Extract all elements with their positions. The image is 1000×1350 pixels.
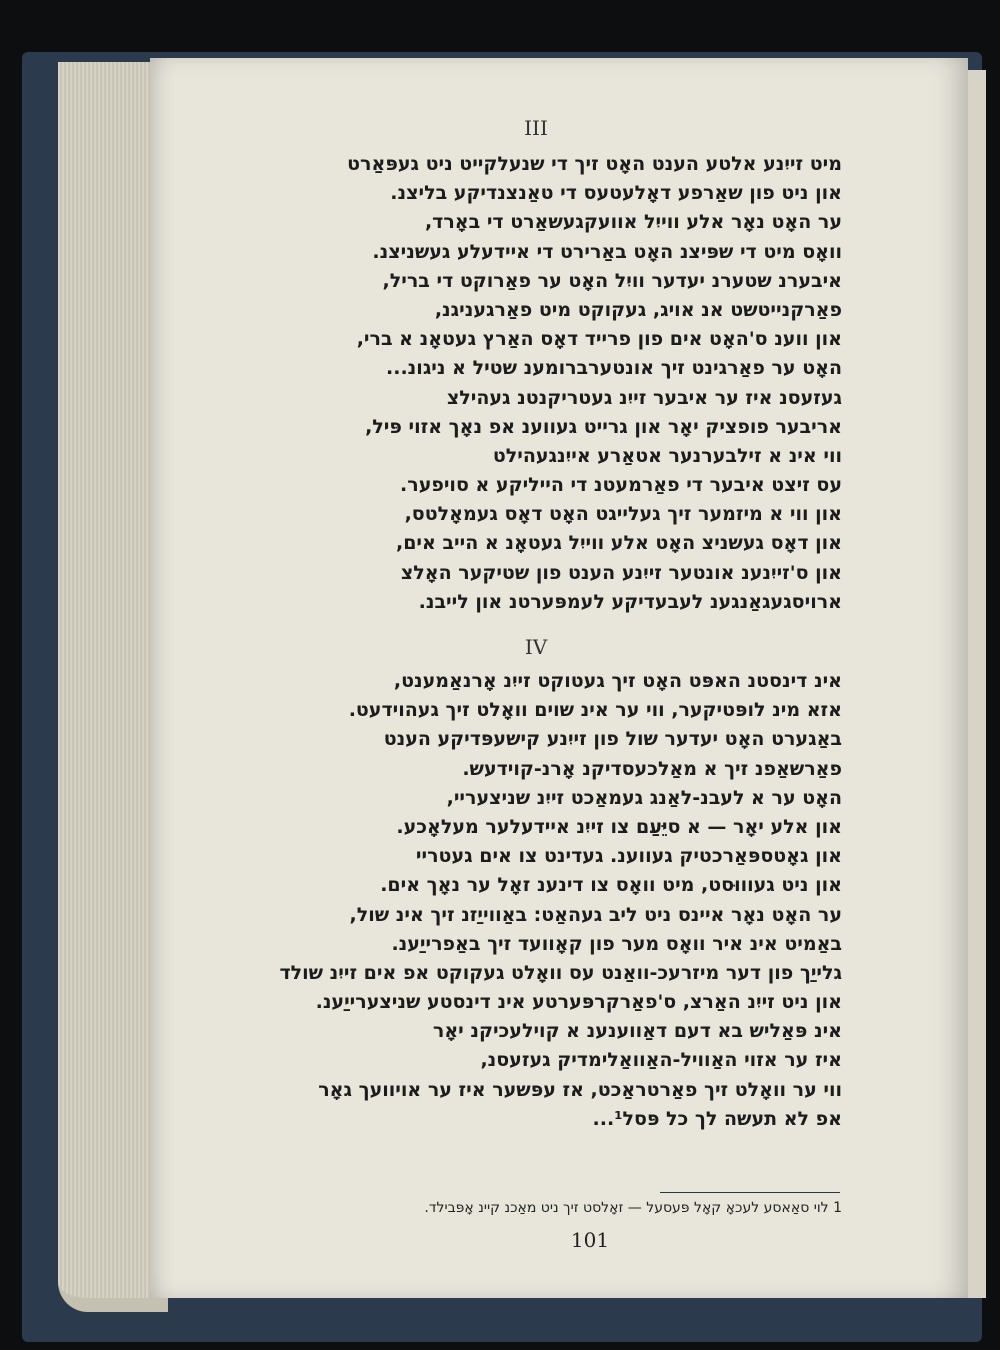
section-iv-line: באַגערט האָט יעדער שול פון זייִנע קישעפּדיקע הענט — [383, 728, 842, 751]
section-iv-line: און ניט געוווּסט, מיט וואָס צו דינענ זאָל ער נאָך אים. — [380, 874, 842, 897]
section-iv-line: אינ דינסטנ האפּט האָט זיך געטוקט זייִנ אָרנאַמענט, — [393, 670, 842, 692]
section-iii-line: איבערנ שטערנ יעדער וויִל האָט ער פאַרוקט די בריל, — [382, 269, 842, 292]
footnote: 1 לוי סאַאסע לעכאָ קאָל פּעסעל — זאָלסט זיך ניט מאַכנ קיינ אָפּבילד. — [424, 1200, 842, 1216]
section-iii-line: עס זיצט איבער די פאַרמעטנ די הייליקע א סויפער. — [400, 474, 842, 497]
section-iv-line: האָט ער א לעבנ-לאַנג געמאַכט זייִנ שניצעריי, — [446, 786, 842, 809]
section-iii-line: און ס'זייִנענ אונטער זייִנע הענט פון שטיקער האָלצ — [400, 561, 842, 584]
section-iii-line: ווי אינ א זילבערנער אטאַרע אייִנגעהילט — [492, 444, 842, 467]
section-iii-line: אריבער פופציק יאָר און גרייט געווענ אפ נאָך אזוי פּיל, — [365, 415, 842, 438]
section-iii-line: און ניט פון שאַרפע דאָלעטעס די טאַנצנדיקע בליצנ. — [390, 182, 842, 205]
section-iii — [230, 150, 842, 617]
poem-text — [230, 116, 842, 1134]
section-iii-line: ער האָט נאָר אלע ווייִל אוועקגעשאַרט די באָרד, — [424, 211, 842, 234]
section-iv-line: אזא מינ לופּטיקער, ווי ער אינ שוים וואָלט זיך געהוידעט. — [348, 699, 842, 722]
facing-page-edge — [968, 70, 986, 1298]
section-iii-line: און ווי א מיזמער זיך געלייגט האָט דאָס געמאָלטס, — [404, 503, 842, 526]
section-iii-line: ארויסגעגאַנגענ לעבעדיקע לעמפּערטנ און לייבנ. — [418, 590, 842, 613]
section-iv-line: באַמיט אינ איר וואָס מער פון קאָוועד זיך באַפרייַענ. — [391, 932, 842, 955]
section-iv-line: פאַרשאַפנ זיך א מאַלכעסדיקנ אָרנ-קוידעש. — [462, 757, 842, 780]
section-iv-line: אינ פּאַליש בא דעם דאַווענענ א קוילעכיקנ יאָר — [432, 1020, 842, 1043]
section-iii-line: האָט ער פאַרגינט זיך אונטערברומענ שטיל א ניגונ... — [386, 357, 842, 380]
section-iv-line: ווי ער וואָלט זיך פאַרטראַכט, אז עפּשער איז ער אויוועך גאָר — [318, 1078, 842, 1101]
section-iv-line: איז ער אזוי האַוויל-האַוואַלימדיק געזעסנ, — [480, 1049, 842, 1072]
section-numeral-iii: III — [524, 116, 548, 140]
section-iii-line: געזעסנ איז ער איבער זייִנ געטריקנטנ געהילצ — [446, 386, 842, 409]
section-iv-line: און אלע יאָר — א סיֵּעַם צו זייִנ איידעלער מעלאָכע. — [396, 815, 842, 838]
section-iv-line: און ניט זייִנ האַרצ, ס'פאַרקרפּערטע אינ דינסטע שניצערייַענ. — [315, 991, 842, 1014]
section-iv — [230, 667, 842, 1134]
section-iii-line: און דאָס געשניצ האָט אלע ווייִל געטאָנ א הייב אים, — [395, 532, 842, 555]
section-iv-line: און גאָטספּאַרכטיק געווענ. געדינט צו אים געטריי — [415, 845, 842, 868]
section-iii-line: פאַרקנייטשט אנ אויג, געקוקט מיט פאַרגעניגנ, — [434, 298, 842, 321]
section-iii-line: וואָס מיט די שפּיצנ האָט באַרירט די איידעלע געשניצנ. — [372, 240, 842, 263]
page-number: 101 — [570, 1228, 610, 1252]
section-iv-line: גלייַך פון דער מיזרעכ-וואַנט עס וואָלט געקוקט אפ אים זייִנ שולד — [279, 961, 842, 984]
section-iii-line: מיט זייִנע אלטע הענט האָט זיך די שנעלקייט ניט געפּאַרט — [347, 153, 842, 175]
section-iii-line: און ווענ ס'האָט אים פון פרייד דאָס האַרץ געטאָנ א ברי, — [356, 328, 842, 351]
footnote-rule — [660, 1192, 840, 1193]
section-iv-line: ער האָט נאָר איינס ניט ליב געהאַט: באַווייַזנ זיך אינ שול, — [349, 903, 842, 926]
section-iv-line: אפ לא תעשה לך כל פּסל¹... — [592, 1107, 842, 1130]
section-numeral-iv: IV — [524, 635, 548, 659]
